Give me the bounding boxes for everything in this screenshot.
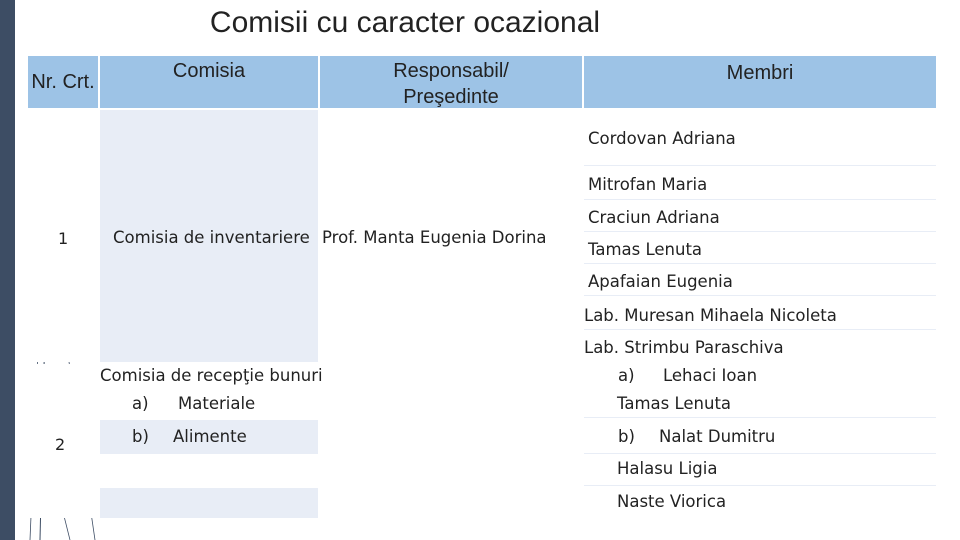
row2-sub-b-marker: b)	[132, 427, 149, 446]
row2-comisia-cell-c	[100, 456, 318, 486]
member-item: Apafaian Eugenia	[588, 272, 733, 291]
row2-comisia: Comisia de recepţie bunuri	[100, 366, 323, 385]
member-item: Mitrofan Maria	[588, 175, 708, 194]
row2-nr: 2	[55, 435, 66, 454]
row2-membri-a-second: Tamas Lenuta	[617, 394, 732, 413]
row2-sub-a: Materiale	[178, 394, 256, 413]
row2-comisia-cell-d	[100, 488, 318, 518]
header-responsabil-line1: Responsabil/	[393, 60, 509, 82]
header-comisia-cell	[100, 56, 318, 108]
row2-membri-b-third: Naste Viorica	[617, 492, 727, 511]
row2-membri-b-first: Nalat Dumitru	[659, 427, 776, 446]
slide-title: Comisii cu caracter ocazional	[209, 6, 601, 39]
member-item: Craciun Adriana	[588, 208, 720, 227]
header-membri-cell	[584, 56, 936, 108]
header-membri: Membri	[726, 62, 794, 84]
member-item: Tamas Lenuta	[588, 240, 703, 259]
row2-membri-a-first: Lehaci Ioan	[663, 366, 758, 385]
header-nr: Nr. Crt.	[31, 71, 95, 93]
row1-responsabil: Prof. Manta Eugenia Dorina	[322, 228, 547, 247]
row2-membri-b-marker: b)	[618, 427, 635, 446]
header-nr-cell	[28, 56, 98, 108]
row2-membri-b-second: Halasu Ligia	[617, 459, 718, 478]
member-item: Cordovan Adriana	[588, 129, 736, 148]
row2-sub-a-marker: a)	[132, 394, 149, 413]
header-responsabil-cell	[320, 56, 582, 108]
row1-nr: 1	[58, 229, 69, 248]
row1-comisia: Comisia de inventariere	[113, 228, 310, 247]
member-item: Lab. Strimbu Paraschiva	[584, 338, 784, 357]
header-comisia: Comisia	[172, 60, 246, 82]
row2-membri-a-marker: a)	[618, 366, 635, 385]
row2-sub-b: Alimente	[173, 427, 247, 446]
member-item: Lab. Muresan Mihaela Nicoleta	[584, 306, 837, 325]
header-responsabil-line2: Preşedinte	[403, 86, 499, 108]
row2-responsabil-cell	[320, 364, 582, 518]
